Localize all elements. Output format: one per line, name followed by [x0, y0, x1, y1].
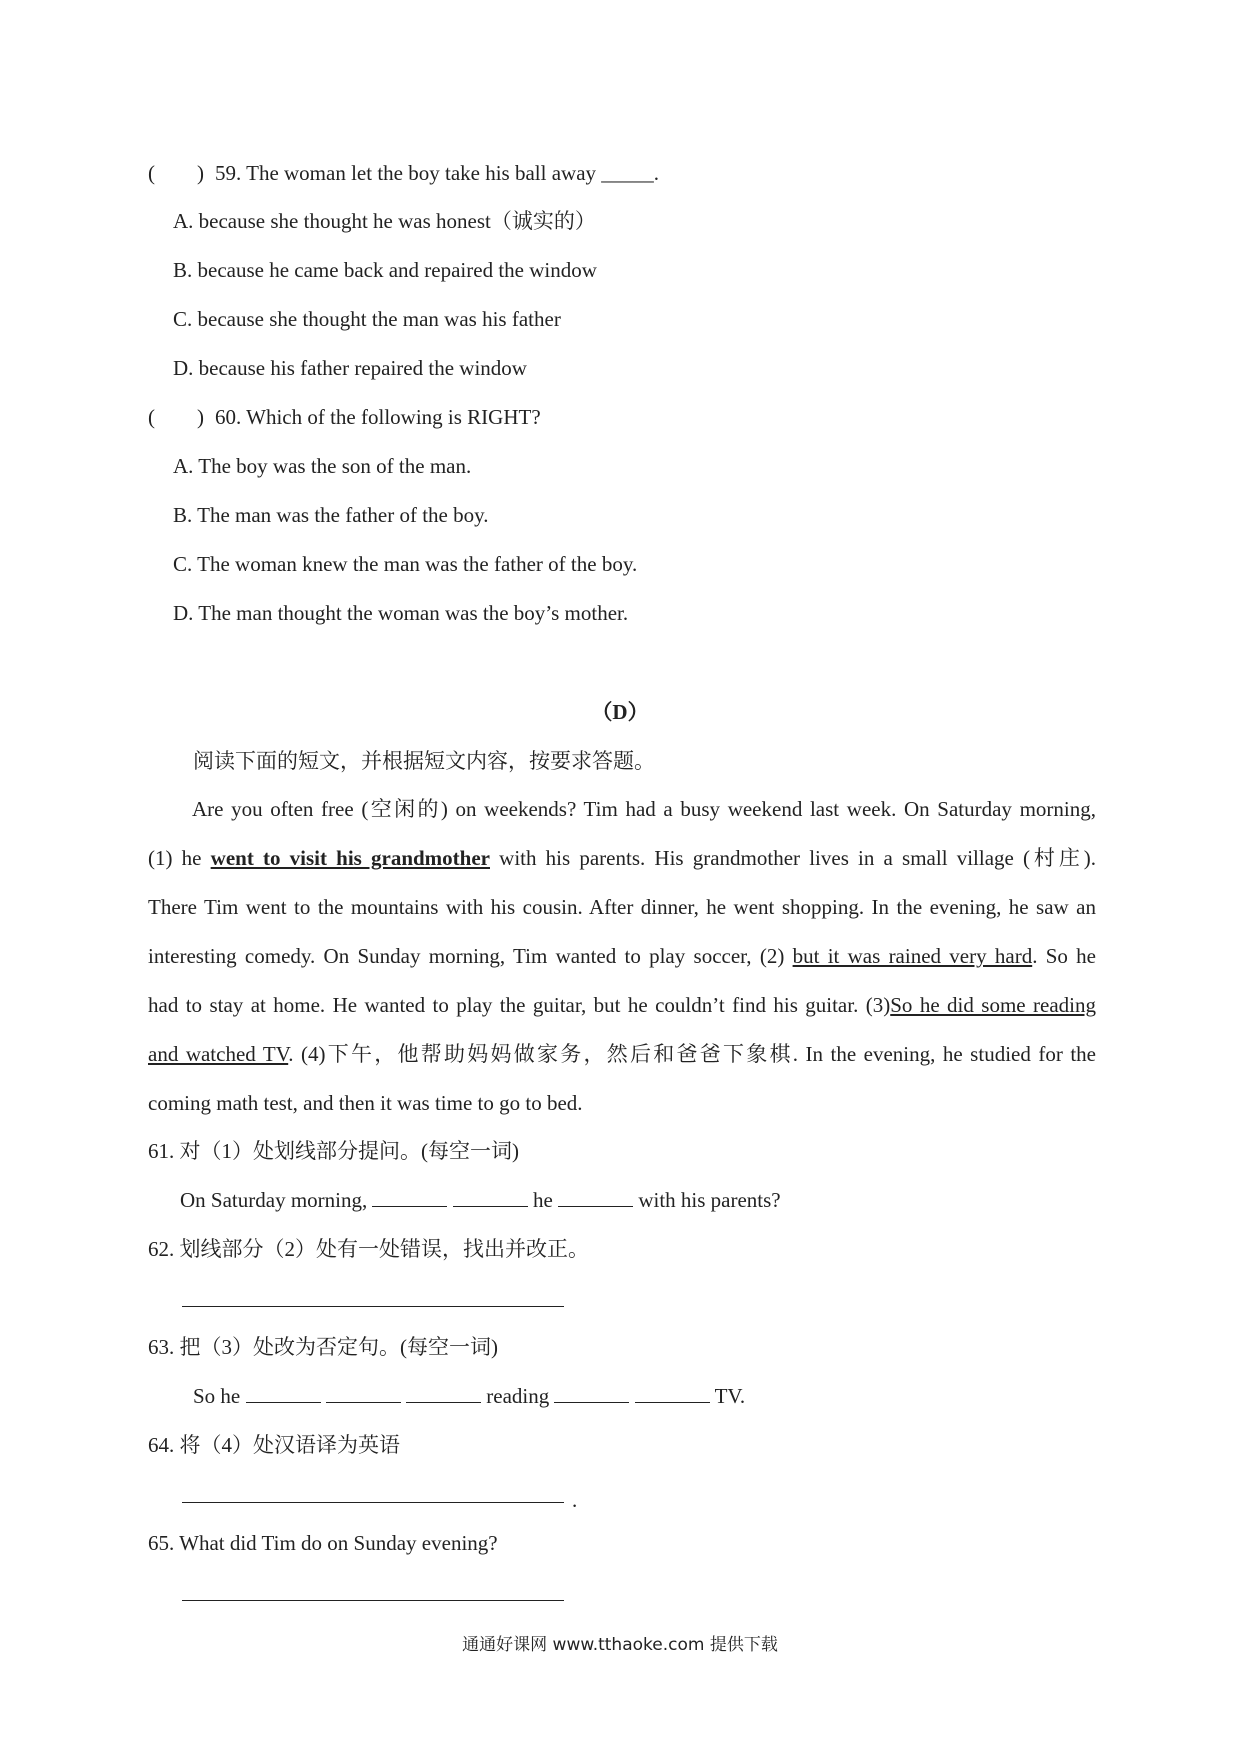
q59-answer-bracket-close: )	[197, 161, 204, 185]
q59-option-a: A. because she thought he was honest（诚实的）	[173, 209, 596, 233]
q65-answer-line[interactable]	[182, 1600, 564, 1601]
q59-option-b: B. because he came back and repaired the window	[173, 258, 597, 282]
q61-text: with his parents?	[633, 1188, 781, 1212]
q61-blank-1[interactable]	[372, 1188, 447, 1207]
q63-sentence	[193, 1381, 745, 1411]
underlined-part-2: but it was rained very hard	[792, 944, 1033, 968]
underlined-part-1: went to visit his grandmother	[210, 846, 490, 870]
passage-line-6	[148, 1030, 1096, 1079]
q64-answer-line[interactable]	[182, 1502, 564, 1503]
q61-blank-3[interactable]	[558, 1188, 633, 1207]
reading-passage	[148, 785, 1096, 1128]
q59-stem: 59. The woman let the boy take his ball away _____.	[215, 161, 660, 185]
underlined-part-3a: So he did some reading	[890, 993, 1096, 1017]
passage-segment: interesting comedy. On Sunday morning, Tim wanted to play soccer, (2)	[148, 944, 793, 968]
q61-text: he	[527, 1188, 559, 1212]
q60-answer-bracket-open: (	[148, 405, 155, 429]
q61-sentence	[180, 1185, 781, 1215]
underlined-part-3b: and watched TV	[148, 1042, 289, 1066]
footer-source: 通通好课网 www.tthaoke.com 提供下载	[462, 1635, 778, 1655]
section-d-instruction: 阅读下面的短文，并根据短文内容，按要求答题。	[193, 749, 655, 773]
passage-segment: had to stay at home. He wanted to play the guitar, but he couldn’t find his guitar. (3)	[148, 993, 891, 1017]
q62-label: 62. 划线部分（2）处有一处错误，找出并改正。	[148, 1237, 589, 1261]
q62-answer-line[interactable]	[182, 1306, 564, 1307]
passage-line-1: Are you often free (空闲的) on weekends? Tim had a busy weekend last week. On Saturday morning,	[192, 797, 1096, 821]
passage-line-7: coming math test, and then it was time to go to bed.	[148, 1091, 583, 1115]
q63-text: reading	[481, 1384, 555, 1408]
passage-segment: with his parents. His grandmother lives in a small village (村庄).	[490, 846, 1096, 870]
q63-blank-3[interactable]	[406, 1384, 481, 1403]
q63-blank-1[interactable]	[246, 1384, 321, 1403]
q64-label: 64. 将（4）处汉语译为英语	[148, 1433, 400, 1457]
passage-segment: . (4)下午，他帮助妈妈做家务，然后和爸爸下象棋. In the evening, he studied for the	[288, 1042, 1096, 1066]
q65-label: 65. What did Tim do on Sunday evening?	[148, 1531, 498, 1555]
passage-line-2	[148, 834, 1096, 883]
q60-stem: 60. Which of the following is RIGHT?	[215, 405, 541, 429]
passage-segment: . So he	[1032, 944, 1096, 968]
q63-blank-5[interactable]	[635, 1384, 710, 1403]
q61-label: 61. 对（1）处划线部分提问。(每空一词)	[148, 1139, 519, 1163]
q59-option-d: D. because his father repaired the window	[173, 356, 527, 380]
q60-option-d: D. The man thought the woman was the boy’s mother.	[173, 601, 629, 625]
q63-label: 63. 把（3）处改为否定句。(每空一词)	[148, 1335, 498, 1359]
section-d-heading: （D）	[591, 700, 649, 724]
q63-blank-2[interactable]	[326, 1384, 401, 1403]
q60-option-a: A. The boy was the son of the man.	[173, 454, 472, 478]
passage-line-5	[148, 981, 1096, 1030]
q64-period: .	[572, 1488, 578, 1512]
q63-text: So he	[193, 1384, 246, 1408]
q63-text: TV.	[709, 1384, 746, 1408]
q60-option-b: B. The man was the father of the boy.	[173, 503, 489, 527]
q61-blank-2[interactable]	[453, 1188, 528, 1207]
passage-segment: (1) he	[148, 846, 211, 870]
q63-blank-4[interactable]	[554, 1384, 629, 1403]
q59-option-c: C. because she thought the man was his father	[173, 307, 561, 331]
q60-option-c: C. The woman knew the man was the father of the boy.	[173, 552, 638, 576]
passage-line-4	[148, 932, 1096, 981]
q59-answer-bracket-open: (	[148, 161, 155, 185]
q61-text: On Saturday morning,	[180, 1188, 373, 1212]
q60-answer-bracket-close: )	[197, 405, 204, 429]
passage-line-3: There Tim went to the mountains with his cousin. After dinner, he went shopping. In the evening, he saw an	[148, 895, 1096, 919]
